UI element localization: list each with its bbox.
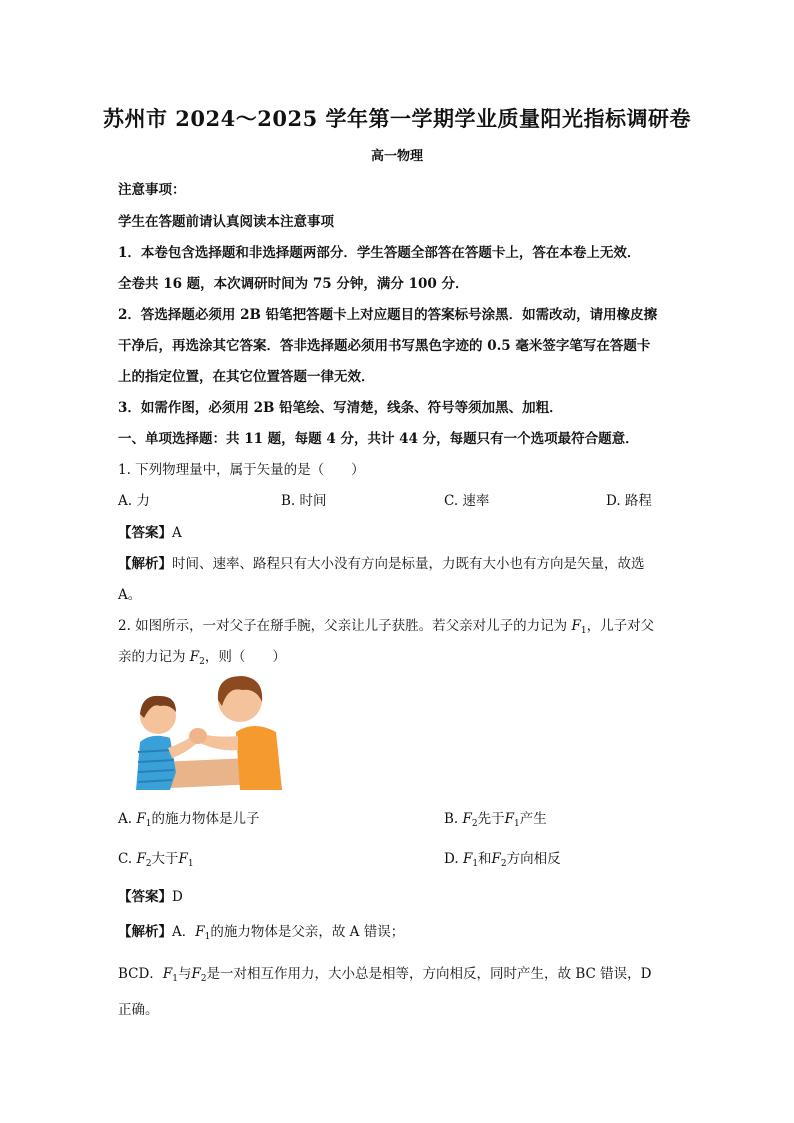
q1-analysis-cont: A。 xyxy=(118,587,142,603)
q2-answer xyxy=(118,885,678,905)
notice-item-2b: 干净后，再选涂其它答案．答非选择题必须用书写黑色字迹的 0.5 毫米签字笔写在答题卡 xyxy=(118,338,651,354)
q2-option-d xyxy=(444,847,561,869)
notice-item-1a: 1．本卷包含选择题和非选择题两部分．学生答题全部答在答题卡上，答在本卷上无效． xyxy=(118,245,641,261)
q2-stem-text: ，则（ ） xyxy=(204,649,286,665)
option-text: 方向相反 xyxy=(506,851,561,867)
q1-option-a: A. 力 xyxy=(118,493,150,509)
subscript: 2 xyxy=(200,974,207,984)
exam-subject: 高一物理 xyxy=(370,149,423,164)
q2-stem-line1 xyxy=(118,614,678,636)
notice-intro: 学生在答题前请认真阅读本注意事项 xyxy=(118,214,334,230)
var-f: F xyxy=(189,649,200,665)
q1-option-d: D. 路程 xyxy=(606,493,652,509)
var-f: F xyxy=(136,811,146,827)
q2-analysis-label: 【解析】 xyxy=(118,924,172,940)
subscript: 1 xyxy=(172,974,178,984)
exam-title: 苏州市 2024～2025 学年第一学期学业质量阳光指标调研卷 xyxy=(102,106,691,131)
var-f: F xyxy=(162,966,173,982)
notice-item-3: 3．如需作图，必须用 2B 铅笔绘、写清楚，线条、符号等须加黑、加粗． xyxy=(118,400,563,416)
q2-option-c xyxy=(118,847,194,869)
notice-item-1b: 全卷共 16 题，本次调研时间为 75 分钟，满分 100 分． xyxy=(118,276,469,292)
option-text: 先于 xyxy=(477,811,505,827)
q2-stem-text: 2. 如图所示，一对父子在掰手腕，父亲让儿子获胜。若父亲对儿子的力记为 xyxy=(118,618,572,634)
subscript: 1 xyxy=(204,932,211,942)
analysis-text: 与 xyxy=(177,966,192,982)
notice-heading: 注意事项： xyxy=(118,182,186,198)
var-f: F xyxy=(571,618,581,634)
q1-analysis-text: 时间、速率、路程只有大小没有方向是标量，力既有大小也有方向是矢量，故选 xyxy=(172,556,645,572)
q1-stem: 1. 下列物理量中，属于矢量的是（ ） xyxy=(118,462,365,478)
analysis-text: 是一对相互作用力，大小总是相等，方向相反，同时产生，故 BC 错误，D xyxy=(206,966,652,982)
q2-analysis-line3: 正确。 xyxy=(118,1002,159,1018)
option-label: B. xyxy=(444,811,459,827)
q1-answer xyxy=(118,521,678,541)
subscript: 1 xyxy=(187,859,194,869)
option-label: A. xyxy=(118,811,133,827)
q1-option-b: B. 时间 xyxy=(281,493,327,509)
subscript: 2 xyxy=(500,859,507,869)
clasped-hands xyxy=(189,728,207,744)
q2-stem-text: ，儿子对父 xyxy=(586,618,655,634)
q1-answer-value: A xyxy=(172,525,182,541)
var-f: F xyxy=(504,811,514,827)
subscript: 1 xyxy=(514,819,520,829)
analysis-text: 的施力物体是父亲，故 A 错误； xyxy=(210,924,405,940)
q2-answer-value: D xyxy=(172,889,183,905)
section-1-heading: 一、单项选择题：共 11 题，每题 4 分，共计 44 分，每题只有一个选项最符合题意． xyxy=(118,431,639,447)
subscript: 2 xyxy=(199,657,205,667)
subscript: 2 xyxy=(471,819,478,829)
var-f: F xyxy=(178,851,188,867)
q2-answer-label: 【答案】 xyxy=(118,889,172,905)
option-text: 和 xyxy=(478,851,492,867)
subscript: 1 xyxy=(145,819,152,829)
q2-option-a xyxy=(118,807,259,829)
var-f: F xyxy=(462,851,473,867)
subscript: 1 xyxy=(472,859,479,869)
arm-wrestling-illustration xyxy=(130,672,286,790)
q2-analysis-line1 xyxy=(118,920,678,942)
subscript: 1 xyxy=(580,626,587,636)
q1-analysis xyxy=(118,552,678,572)
q1-answer-label: 【答案】 xyxy=(118,525,172,541)
q2-option-b xyxy=(444,807,547,829)
notice-item-2a: 2．答选择题必须用 2B 铅笔把答题卡上对应题目的答案标号涂黑．如需改动，请用橡皮擦 xyxy=(118,307,658,323)
q2-stem-line2 xyxy=(118,645,678,667)
option-label: C. xyxy=(118,851,133,867)
option-text: 产生 xyxy=(519,811,547,827)
var-f: F xyxy=(462,811,472,827)
q2-stem-text: 亲的力记为 xyxy=(118,649,190,665)
option-label: D. xyxy=(444,851,459,867)
q1-option-c: C. 速率 xyxy=(444,493,490,509)
option-text: 大于 xyxy=(151,851,179,867)
option-text: 的施力物体是儿子 xyxy=(151,811,260,827)
notice-item-2c: 上的指定位置，在其它位置答题一律无效． xyxy=(118,369,375,385)
q1-analysis-label: 【解析】 xyxy=(118,556,172,572)
q2-analysis-line2 xyxy=(118,962,678,984)
var-f: F xyxy=(195,924,205,940)
var-f: F xyxy=(136,851,146,867)
var-f: F xyxy=(191,966,201,982)
var-f: F xyxy=(491,851,501,867)
father-body xyxy=(236,726,282,790)
analysis-text: A． xyxy=(172,924,196,940)
subscript: 2 xyxy=(145,859,152,869)
analysis-text: BCD． xyxy=(118,966,163,982)
